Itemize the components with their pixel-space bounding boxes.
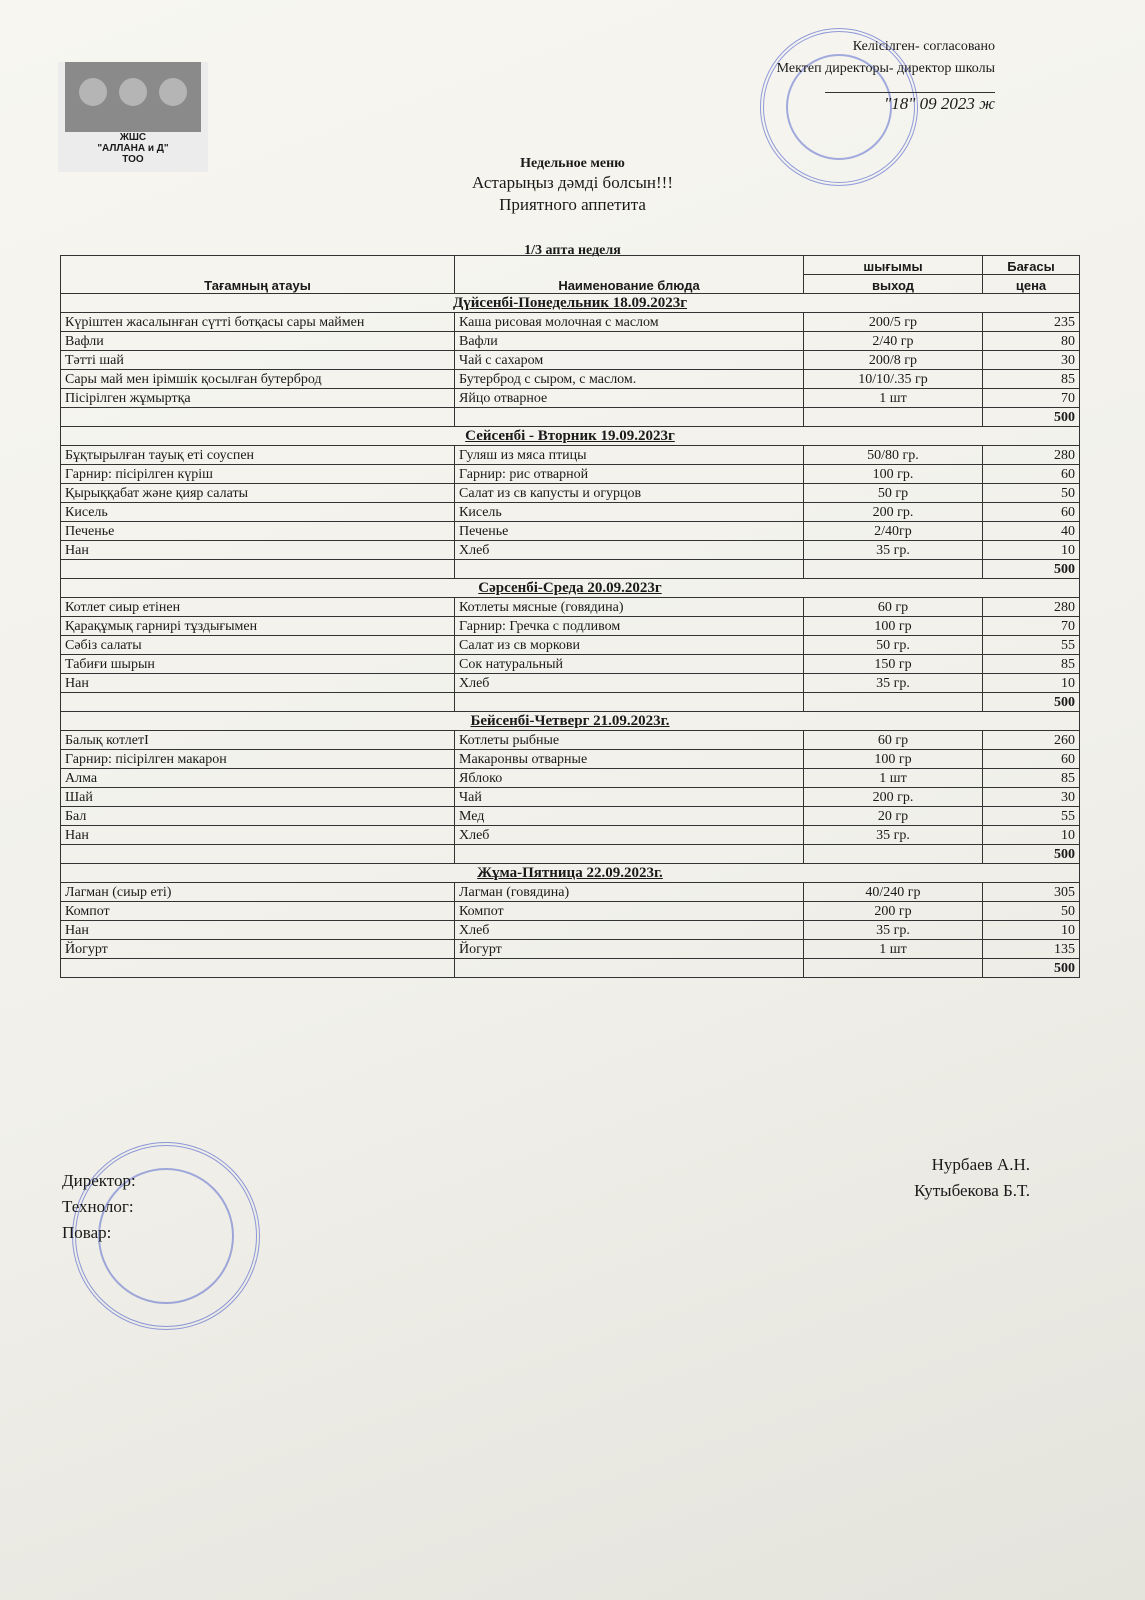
dish-name-kz: Нан [61, 921, 455, 940]
dish-name-ru: Гарнир: рис отварной [455, 465, 804, 484]
week-label: 1/3 апта неделя [524, 243, 621, 258]
table-row [61, 484, 1080, 503]
dish-price: 70 [983, 617, 1080, 636]
dish-yield: 200/5 гр [804, 313, 983, 332]
table-row [61, 636, 1080, 655]
table-row [61, 826, 1080, 845]
dish-name-kz: Сары май мен ірімшік қосылған бутерброд [61, 370, 455, 389]
approval-line1: Келісілген- согласовано [852, 39, 995, 54]
dish-price: 50 [983, 902, 1080, 921]
dish-price: 260 [983, 731, 1080, 750]
day-title-row [61, 712, 1080, 731]
dish-name-ru: Вафли [455, 332, 804, 351]
table-row [61, 788, 1080, 807]
dish-name-ru: Бутерброд с сыром, с маслом. [455, 370, 804, 389]
table-row [61, 731, 1080, 750]
dish-price: 60 [983, 503, 1080, 522]
header-yield-ru: выход [804, 275, 983, 294]
dish-name-kz: Қарақұмық гарнирі тұздығымен [61, 617, 455, 636]
dish-yield: 100 гр. [804, 465, 983, 484]
total-empty-cell [455, 560, 804, 579]
dish-yield: 2/40 гр [804, 332, 983, 351]
signature-names [914, 1152, 1030, 1204]
table-row [61, 313, 1080, 332]
day-title-row [61, 427, 1080, 446]
dish-name-ru: Котлеты рыбные [455, 731, 804, 750]
dish-name-ru: Гарнир: Гречка с подливом [455, 617, 804, 636]
dish-yield: 35 гр. [804, 921, 983, 940]
dish-name-kz: Нан [61, 674, 455, 693]
dish-name-kz: Лагман (сиыр еті) [61, 883, 455, 902]
dish-yield: 35 гр. [804, 541, 983, 560]
dish-price: 55 [983, 636, 1080, 655]
dish-name-kz: Бал [61, 807, 455, 826]
dish-yield: 60 гр [804, 598, 983, 617]
table-row [61, 617, 1080, 636]
menu-heading [0, 156, 1145, 216]
table-row [61, 503, 1080, 522]
dish-name-ru: Кисель [455, 503, 804, 522]
total-empty-cell [455, 408, 804, 427]
cook-label: Повар: [62, 1223, 112, 1242]
dish-name-kz: Тәтті шай [61, 351, 455, 370]
table-row [61, 902, 1080, 921]
dish-yield: 100 гр [804, 750, 983, 769]
dish-yield: 35 гр. [804, 826, 983, 845]
dish-price: 30 [983, 351, 1080, 370]
table-row [61, 807, 1080, 826]
total-empty-cell [455, 959, 804, 978]
dish-price: 280 [983, 446, 1080, 465]
dish-price: 55 [983, 807, 1080, 826]
dish-name-ru: Компот [455, 902, 804, 921]
dish-price: 10 [983, 921, 1080, 940]
dish-yield: 200/8 гр [804, 351, 983, 370]
day-title: Дүйсенбі-Понедельник 18.09.2023г [61, 294, 1080, 313]
dish-name-ru: Хлеб [455, 674, 804, 693]
menu-greeting-ru: Приятного аппетита [499, 195, 646, 214]
total-empty-cell [804, 959, 983, 978]
dish-price: 30 [983, 788, 1080, 807]
table-header-row [61, 256, 1080, 275]
dish-yield: 20 гр [804, 807, 983, 826]
dish-yield: 10/10/.35 гр [804, 370, 983, 389]
table-row [61, 370, 1080, 389]
table-row [61, 883, 1080, 902]
day-title: Жұма-Пятница 22.09.2023г. [61, 864, 1080, 883]
dish-name-kz: Компот [61, 902, 455, 921]
dish-name-kz: Гарнир: пісірілген күріш [61, 465, 455, 484]
dish-price: 280 [983, 598, 1080, 617]
dish-name-ru: Яйцо отварное [455, 389, 804, 408]
dish-price: 85 [983, 655, 1080, 674]
dish-price: 50 [983, 484, 1080, 503]
table-row [61, 921, 1080, 940]
day-total: 500 [983, 408, 1080, 427]
day-total: 500 [983, 959, 1080, 978]
dish-yield: 1 шт [804, 389, 983, 408]
header-price-kz: Бағасы [983, 256, 1080, 275]
day-total-row [61, 408, 1080, 427]
dish-price: 85 [983, 370, 1080, 389]
dish-name-kz: Балық котлетІ [61, 731, 455, 750]
director-label: Директор: [62, 1171, 136, 1190]
total-empty-cell [804, 408, 983, 427]
day-total-row [61, 560, 1080, 579]
day-title-row [61, 864, 1080, 883]
dish-name-kz: Кисель [61, 503, 455, 522]
dish-name-ru: Йогурт [455, 940, 804, 959]
logo-line1: ЖШС [119, 132, 147, 143]
dish-name-ru: Сок натуральный [455, 655, 804, 674]
dish-yield: 150 гр [804, 655, 983, 674]
day-total: 500 [983, 693, 1080, 712]
signer-name-1: Нурбаев А.Н. [931, 1155, 1030, 1174]
dish-price: 40 [983, 522, 1080, 541]
dish-yield: 1 шт [804, 769, 983, 788]
dish-name-kz: Пісірілген жұмыртқа [61, 389, 455, 408]
approval-line2: Мектеп директоры- директор школы [776, 61, 995, 76]
total-empty-cell [61, 959, 455, 978]
day-total-row [61, 959, 1080, 978]
table-row [61, 655, 1080, 674]
menu-greeting-kz: Астарыңыз дәмді болсын!!! [471, 173, 674, 192]
dish-yield: 50 гр. [804, 636, 983, 655]
table-row [61, 674, 1080, 693]
table-row [61, 389, 1080, 408]
table-row [61, 940, 1080, 959]
header-ru-name: Наименование блюда [455, 256, 804, 294]
dish-name-ru: Печенье [455, 522, 804, 541]
dish-name-ru: Каша рисовая молочная с маслом [455, 313, 804, 332]
dish-name-ru: Гуляш из мяса птицы [455, 446, 804, 465]
dish-name-ru: Лагман (говядина) [455, 883, 804, 902]
dish-name-kz: Йогурт [61, 940, 455, 959]
dish-yield: 35 гр. [804, 674, 983, 693]
dish-name-ru: Хлеб [455, 921, 804, 940]
dish-name-ru: Салат из св моркови [455, 636, 804, 655]
dish-price: 60 [983, 750, 1080, 769]
day-total: 500 [983, 560, 1080, 579]
dish-yield: 2/40гр [804, 522, 983, 541]
total-empty-cell [804, 560, 983, 579]
dish-name-kz: Табиғи шырын [61, 655, 455, 674]
total-empty-cell [61, 845, 455, 864]
day-title-row [61, 294, 1080, 313]
dish-price: 70 [983, 389, 1080, 408]
dish-yield: 100 гр [804, 617, 983, 636]
technologist-label: Технолог: [62, 1197, 134, 1216]
table-row [61, 522, 1080, 541]
total-empty-cell [61, 408, 455, 427]
dish-yield: 200 гр. [804, 788, 983, 807]
header-kz-name: Тағамның атауы [61, 256, 455, 294]
dish-name-ru: Салат из св капусты и огурцов [455, 484, 804, 503]
dish-yield: 60 гр [804, 731, 983, 750]
header-yield-kz: шығымы [804, 256, 983, 275]
dish-name-kz: Бұқтырылған тауық еті соуспен [61, 446, 455, 465]
dish-name-kz: Алма [61, 769, 455, 788]
dish-name-kz: Қырыққабат және қияр салаты [61, 484, 455, 503]
approval-date: "18" 09 2023 ж [884, 94, 995, 113]
signature-line [825, 82, 995, 93]
day-title: Бейсенбі-Четверг 21.09.2023г. [61, 712, 1080, 731]
dish-price: 60 [983, 465, 1080, 484]
day-total-row [61, 845, 1080, 864]
dish-name-kz: Нан [61, 826, 455, 845]
day-title: Сейсенбі - Вторник 19.09.2023г [61, 427, 1080, 446]
day-title: Сәрсенбі-Среда 20.09.2023г [61, 579, 1080, 598]
table-row [61, 769, 1080, 788]
dish-name-ru: Макаронвы отварные [455, 750, 804, 769]
dish-name-ru: Хлеб [455, 541, 804, 560]
table-row [61, 598, 1080, 617]
dish-price: 10 [983, 674, 1080, 693]
dish-name-kz: Күріштен жасалынған сүтті ботқасы сары маймен [61, 313, 455, 332]
dish-name-kz: Шай [61, 788, 455, 807]
table-row [61, 351, 1080, 370]
dish-price: 10 [983, 826, 1080, 845]
table-row [61, 541, 1080, 560]
logo-line3: ТОО [122, 154, 144, 165]
dish-price: 135 [983, 940, 1080, 959]
dish-price: 235 [983, 313, 1080, 332]
total-empty-cell [804, 845, 983, 864]
logo-line2: "АЛЛАНА и Д" [97, 143, 169, 154]
day-total: 500 [983, 845, 1080, 864]
table-row [61, 446, 1080, 465]
total-empty-cell [455, 693, 804, 712]
dish-yield: 40/240 гр [804, 883, 983, 902]
signature-labels [62, 1168, 136, 1246]
header-price-ru: цена [983, 275, 1080, 294]
dish-name-ru: Чай [455, 788, 804, 807]
signer-name-2: Кутыбекова Б.Т. [914, 1181, 1030, 1200]
total-empty-cell [61, 560, 455, 579]
dish-yield: 1 шт [804, 940, 983, 959]
chef-logo-icon [65, 62, 201, 132]
dish-name-kz: Печенье [61, 522, 455, 541]
total-empty-cell [804, 693, 983, 712]
dish-name-kz: Нан [61, 541, 455, 560]
dish-price: 10 [983, 541, 1080, 560]
dish-name-kz: Гарнир: пісірілген макарон [61, 750, 455, 769]
dish-name-ru: Чай с сахаром [455, 351, 804, 370]
table-row [61, 465, 1080, 484]
dish-yield: 50 гр [804, 484, 983, 503]
menu-title: Недельное меню [520, 156, 625, 171]
dish-name-kz: Сәбіз салаты [61, 636, 455, 655]
total-empty-cell [61, 693, 455, 712]
day-total-row [61, 693, 1080, 712]
dish-name-ru: Мед [455, 807, 804, 826]
dish-name-ru: Котлеты мясные (говядина) [455, 598, 804, 617]
dish-name-ru: Хлеб [455, 826, 804, 845]
dish-yield: 50/80 гр. [804, 446, 983, 465]
dish-name-kz: Вафли [61, 332, 455, 351]
dish-price: 80 [983, 332, 1080, 351]
dish-price: 305 [983, 883, 1080, 902]
table-row [61, 750, 1080, 769]
approval-block [777, 36, 995, 115]
day-title-row [61, 579, 1080, 598]
total-empty-cell [455, 845, 804, 864]
dish-name-kz: Котлет сиыр етінен [61, 598, 455, 617]
dish-yield: 200 гр [804, 902, 983, 921]
dish-yield: 200 гр. [804, 503, 983, 522]
dish-name-ru: Яблоко [455, 769, 804, 788]
dish-price: 85 [983, 769, 1080, 788]
menu-table [60, 255, 1080, 978]
table-row [61, 332, 1080, 351]
